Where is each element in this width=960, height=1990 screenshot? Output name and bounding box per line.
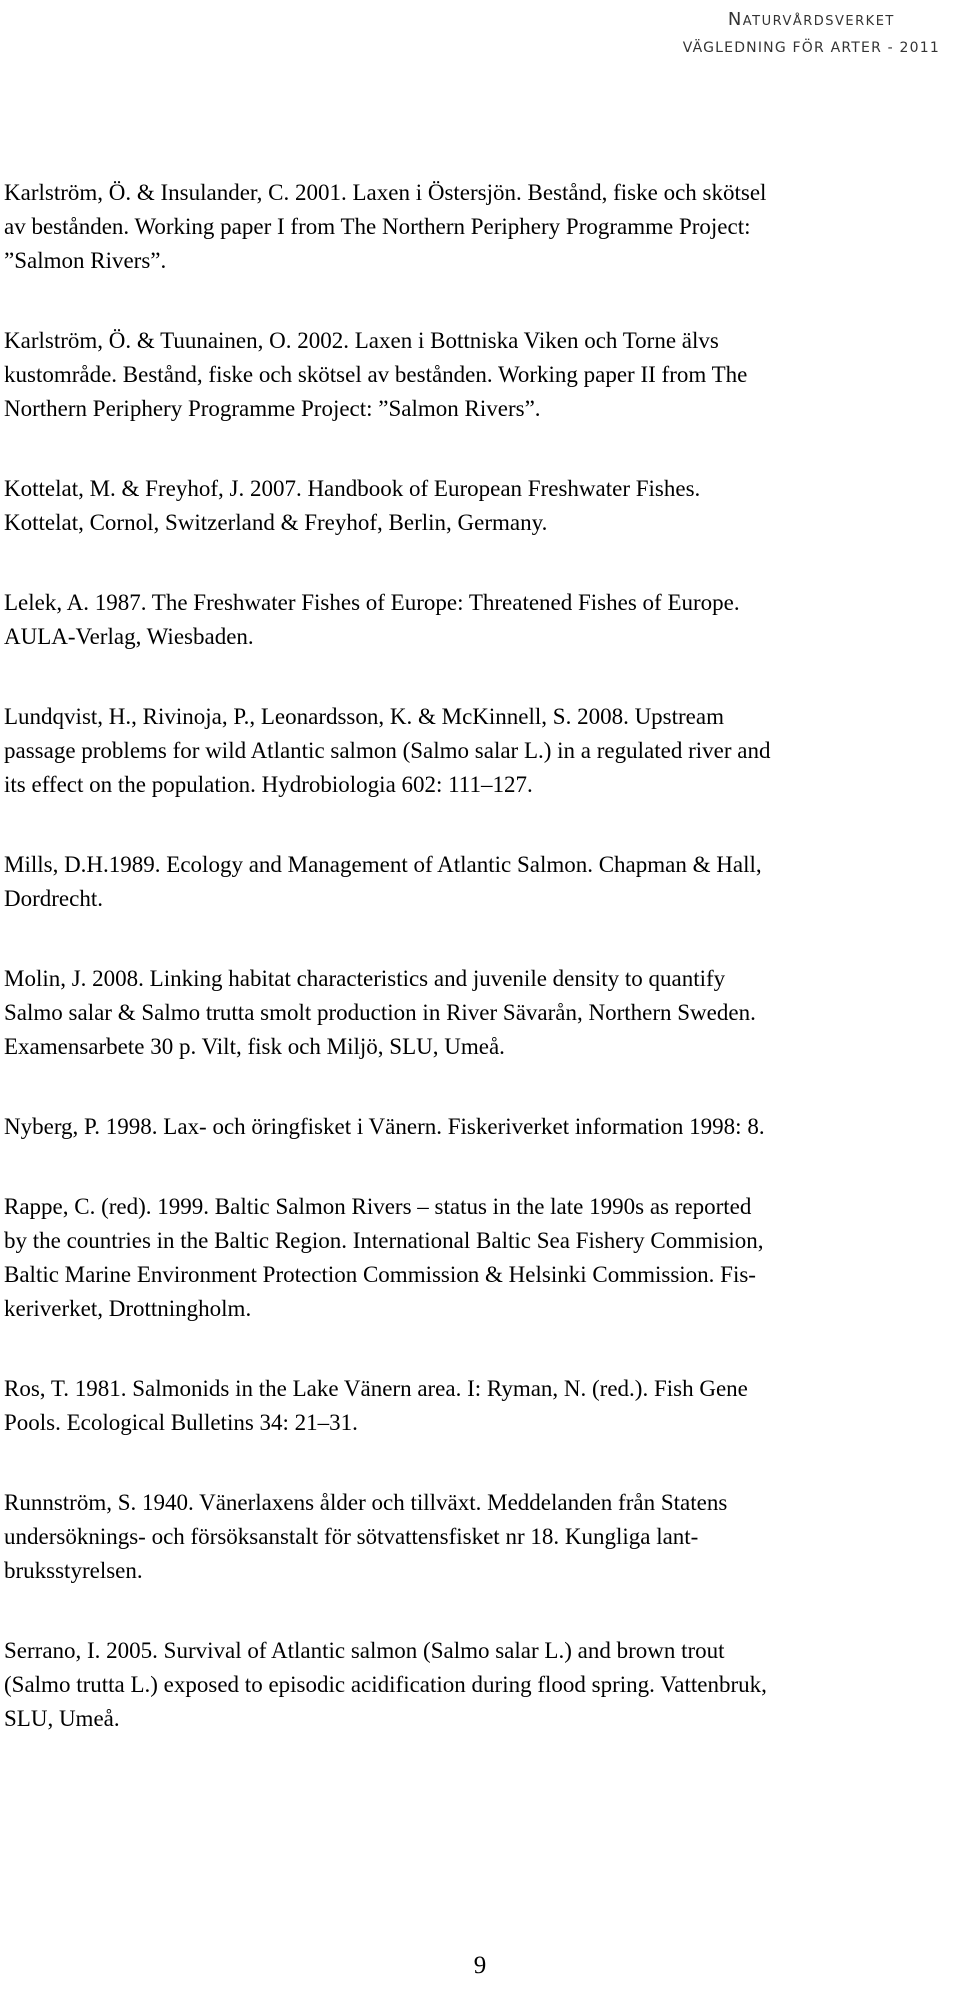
reference-entry [4, 324, 954, 426]
reference-entry [4, 1634, 954, 1736]
reference-line: Salmo salar & Salmo trutta smolt production in River Sävarån, Northern Sweden. [4, 1000, 756, 1025]
reference-line: by the countries in the Baltic Region. International Baltic Sea Fishery Commision, [4, 1228, 764, 1253]
reference-line: ”Salmon Rivers”. [4, 248, 167, 273]
reference-line: (Salmo trutta L.) exposed to episodic acidification during flood spring. Vattenbruk, [4, 1672, 767, 1697]
series-title: VÄGLEDNING FÖR ARTER - 2011 [682, 40, 940, 56]
reference-line: its effect on the population. Hydrobiologia 602: 111–127. [4, 772, 533, 797]
reference-line: AULA-Verlag, Wiesbaden. [4, 624, 254, 649]
reference-line: Lundqvist, H., Rivinoja, P., Leonardsson, K. & McKinnell, S. 2008. Upstream [4, 704, 724, 729]
reference-line: kustområde. Bestånd, fiske och skötsel av bestånden. Working paper II from The [4, 362, 748, 387]
reference-line: Pools. Ecological Bulletins 34: 21–31. [4, 1410, 358, 1435]
reference-line: Baltic Marine Environment Protection Commission & Helsinki Commission. Fis- [4, 1262, 756, 1287]
reference-entry [4, 472, 954, 540]
reference-line: bruksstyrelsen. [4, 1558, 143, 1583]
reference-line: Serrano, I. 2005. Survival of Atlantic salmon (Salmo salar L.) and brown trout [4, 1638, 725, 1663]
reference-entry [4, 176, 954, 278]
reference-line: keriverket, Drottningholm. [4, 1296, 252, 1321]
reference-entry [4, 1110, 954, 1144]
reference-entry [4, 1190, 954, 1326]
reference-line: Molin, J. 2008. Linking habitat characteristics and juvenile density to quantify [4, 966, 726, 991]
reference-line: Nyberg, P. 1998. Lax- och öringfisket i Vänern. Fiskeriverket information 1998: 8. [4, 1114, 765, 1139]
reference-line: Karlström, Ö. & Insulander, C. 2001. Laxen i Östersjön. Bestånd, fiske och skötsel [4, 180, 767, 205]
page-number: 9 [473, 1952, 487, 1979]
reference-line: Northern Periphery Programme Project: ”Salmon Rivers”. [4, 396, 541, 421]
reference-entry [4, 848, 954, 916]
publisher-name: Naturvårdsverket [727, 9, 895, 30]
reference-line: SLU, Umeå. [4, 1706, 120, 1731]
reference-entry [4, 1486, 954, 1588]
reference-line: Runnström, S. 1940. Vänerlaxens ålder och tillväxt. Meddelanden från Statens [4, 1490, 728, 1515]
reference-entry [4, 586, 954, 654]
reference-line: Rappe, C. (red). 1999. Baltic Salmon Rivers – status in the late 1990s as reported [4, 1194, 752, 1219]
reference-entry [4, 700, 954, 802]
reference-line: Ros, T. 1981. Salmonids in the Lake Vänern area. I: Ryman, N. (red.). Fish Gene [4, 1376, 748, 1401]
reference-line: Mills, D.H.1989. Ecology and Management of Atlantic Salmon. Chapman & Hall, [4, 852, 762, 877]
reference-line: Examensarbete 30 p. Vilt, fisk och Miljö, SLU, Umeå. [4, 1034, 505, 1059]
page-header [683, 6, 940, 62]
reference-line: Kottelat, Cornol, Switzerland & Freyhof, Berlin, Germany. [4, 510, 548, 535]
reference-line: passage problems for wild Atlantic salmon (Salmo salar L.) in a regulated river and [4, 738, 771, 763]
reference-entry [4, 1372, 954, 1440]
reference-line: av bestånden. Working paper I from The Northern Periphery Programme Project: [4, 214, 751, 239]
reference-line: Karlström, Ö. & Tuunainen, O. 2002. Laxen i Bottniska Viken och Torne älvs [4, 328, 719, 353]
reference-line: Kottelat, M. & Freyhof, J. 2007. Handbook of European Freshwater Fishes. [4, 476, 701, 501]
reference-list [4, 176, 954, 1782]
reference-entry [4, 962, 954, 1064]
reference-line: Lelek, A. 1987. The Freshwater Fishes of Europe: Threatened Fishes of Europe. [4, 590, 740, 615]
reference-line: Dordrecht. [4, 886, 103, 911]
reference-line: undersöknings- och försöksanstalt för sötvattensfisket nr 18. Kungliga lant- [4, 1524, 699, 1549]
